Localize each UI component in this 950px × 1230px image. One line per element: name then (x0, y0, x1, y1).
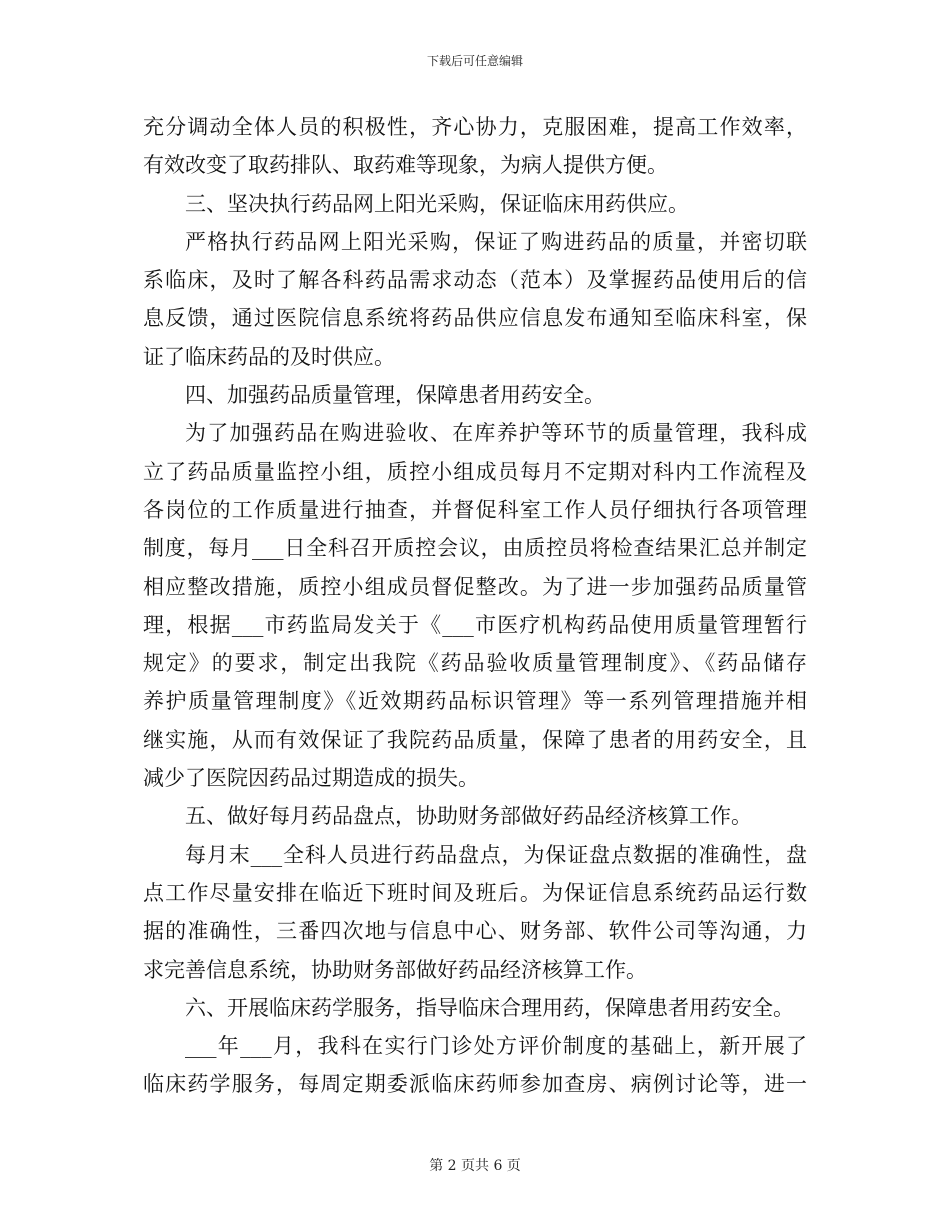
text-line: 据的准确性，三番四次地与信息中心、财务部、软件公司等沟通，力 (143, 919, 807, 944)
text-line: 规定》的要求，制定出我院《药品验收质量管理制度》、《药品储存 (143, 651, 807, 676)
text-line: 减少了医院因药品过期造成的损失。 (143, 766, 479, 791)
text-line: ___年___月，我科在实行门诊处方评价制度的基础上，新开展了 (185, 1034, 807, 1059)
text-line: 有效改变了取药排队、取药难等现象，为病人提供方便。 (143, 153, 668, 178)
text-line: 立了药品质量监控小组，质控小组成员每月不定期对科内工作流程及 (143, 459, 807, 484)
text-line: 制度，每月___日全科召开质控会议，由质控员将检查结果汇总并制定 (143, 536, 807, 561)
text-line: 点工作尽量安排在临近下班时间及班后。为保证信息系统药品运行数 (143, 880, 807, 905)
text-line: 求完善信息系统，协助财务部做好药品经济核算工作。 (143, 957, 647, 982)
text-line: 理，根据___市药监局发关于《___市医疗机构药品使用质量管理暂行 (143, 612, 807, 637)
text-line: 五、做好每月药品盘点，协助财务部做好药品经济核算工作。 (185, 804, 752, 829)
text-line: 四、加强药品质量管理，保障患者用药安全。 (185, 383, 605, 408)
text-line: 临床药学服务，每周定期委派临床药师参加查房、病例讨论等，进一 (143, 1072, 807, 1097)
text-line: 六、开展临床药学服务，指导临床合理用药，保障患者用药安全。 (185, 995, 794, 1020)
text-line: 养护质量管理制度》《近效期药品标识管理》等一系列管理措施并相 (143, 689, 807, 714)
text-line: 证了临床药品的及时供应。 (143, 344, 395, 369)
document-body (143, 108, 807, 1104)
page-header: 下载后可任意编辑 (426, 54, 523, 68)
text-line: 系临床，及时了解各科药品需求动态（范本）及掌握药品使用后的信 (143, 268, 807, 293)
text-line: 严格执行药品网上阳光采购，保证了购进药品的质量，并密切联 (185, 229, 807, 254)
text-line: 各岗位的工作质量进行抽查，并督促科室工作人员仔细执行各项管理 (143, 497, 807, 522)
text-line: 充分调动全体人员的积极性，齐心协力，克服困难，提高工作效率， (143, 115, 807, 139)
text-line: 继实施，从而有效保证了我院药品质量，保障了患者的用药安全，且 (143, 727, 807, 752)
page-footer: 第 2 页共 6 页 (429, 1158, 521, 1174)
text-line: 每月末___全科人员进行药品盘点，为保证盘点数据的准确性，盘 (185, 842, 807, 867)
text-line: 为了加强药品在购进验收、在库养护等环节的质量管理，我科成 (185, 421, 807, 446)
text-line: 三、坚决执行药品网上阳光采购，保证临床用药供应。 (185, 191, 689, 216)
text-line: 相应整改措施，质控小组成员督促整改。为了进一步加强药品质量管 (143, 574, 807, 599)
text-line: 息反馈，通过医院信息系统将药品供应信息发布通知至临床科室，保 (143, 306, 807, 331)
